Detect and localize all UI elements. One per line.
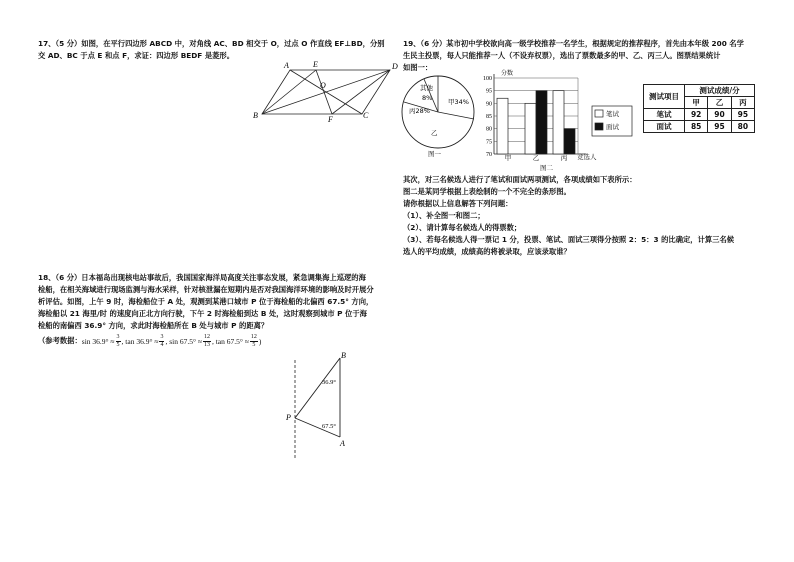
parallelogram-figure bbox=[250, 58, 400, 122]
navigation-triangle-figure bbox=[282, 350, 362, 460]
pie-label-jia: 甲34% bbox=[448, 98, 469, 106]
q19-text-line5: 图二是某同学根据上表绘制的一个不完全的条形图。 bbox=[403, 187, 571, 196]
table-cell: 95 bbox=[731, 109, 754, 121]
label-a: A bbox=[340, 439, 345, 448]
segment-pb bbox=[295, 358, 340, 418]
q19-text-line3: 如图一： bbox=[403, 63, 433, 72]
score-table bbox=[643, 84, 755, 133]
frac-tan369-den: 4 bbox=[160, 341, 164, 348]
q18-reference-data bbox=[38, 331, 261, 351]
q19-text-line2: 生民主投票，每人只能推荐一人（不设弃权票），选出了票数最多的甲、乙、丙三人。图票结果统计 bbox=[403, 51, 721, 60]
q19-text-line9: （3）、若每名候选人得一票记 1 分，投票、笔试、面试三项得分按照 2：5：3 的比确定，计算三名候 bbox=[403, 235, 735, 244]
angle-b-label: 36.9° bbox=[322, 379, 336, 386]
q18-text-line4: 海检船以 21 海里/时 的速度向正北方向行驶，下午 2 时海检船到达 B 处，这时观察到城市 P 位于海 bbox=[38, 309, 367, 318]
bar-面试-乙 bbox=[536, 91, 547, 154]
label-a: A bbox=[284, 61, 289, 70]
pie-label-bing: 丙28% bbox=[409, 107, 430, 115]
table-row bbox=[644, 121, 755, 133]
y-tick-label: 100 bbox=[483, 76, 492, 82]
q19-text-line6: 请你根据以上信息解答下列问题： bbox=[403, 199, 513, 208]
formula-tan675: , tan 67.5° ≈ bbox=[211, 336, 249, 346]
x-tick-label: 乙 bbox=[532, 154, 540, 162]
q19-text-line8: （2）、请计算每名候选人的得票数； bbox=[403, 223, 522, 232]
table-cell: 92 bbox=[685, 109, 708, 121]
y-tick-label: 80 bbox=[486, 126, 492, 133]
bar-笔试-乙 bbox=[525, 103, 536, 154]
frac-tan675-den: 5 bbox=[252, 341, 256, 348]
table-row bbox=[644, 109, 755, 121]
y-tick-label: 95 bbox=[486, 88, 492, 95]
y-tick-label: 85 bbox=[486, 114, 492, 120]
pie-label-other-pct: 8% bbox=[422, 94, 433, 102]
q17-text-line1: 17、（5 分）如图，在平行四边形 ABCD 中，对角线 AC、BD 相交于 O，过点 O 作直线 EF⊥BD，分别 bbox=[38, 39, 385, 48]
frac-sin369-num: 3 bbox=[116, 333, 120, 340]
frac-sin675-den: 13 bbox=[203, 341, 210, 348]
q18-text-line3: 析评估。如图，上午 9 时，海检船位于 A 处，观测到某港口城市 P 位于海检船的北偏西 67.5° 方向， bbox=[38, 297, 374, 306]
bar-chart-legend bbox=[592, 106, 632, 136]
legend-swatch bbox=[595, 123, 603, 130]
label-d: D bbox=[392, 62, 398, 71]
formula-sin369: sin 36.9° ≈ bbox=[81, 336, 115, 346]
y-tick-label: 70 bbox=[486, 152, 492, 158]
q18-text-line2: 检船，在相关海域进行现场监测与海水采样，针对核泄漏在短期内是否对我国海洋环境的影响及时开展分 bbox=[38, 285, 374, 294]
x-tick-label: 甲 bbox=[504, 154, 512, 162]
frac-sin369-den: 5 bbox=[116, 341, 120, 348]
bar-chart bbox=[478, 66, 638, 170]
line-ef bbox=[316, 70, 332, 114]
label-b: B bbox=[253, 111, 258, 120]
table-row-name: 面试 bbox=[644, 121, 685, 133]
formula-tan369: , tan 36.9° ≈ bbox=[121, 336, 159, 346]
frac-tan369-num: 3 bbox=[160, 333, 164, 340]
q17-text-line2: 交 AD、BC 于点 E 和点 F，求证：四边形 BEDF 是菱形。 bbox=[38, 51, 235, 60]
pie-label-other: 其他 bbox=[420, 84, 433, 92]
legend-label: 笔试 bbox=[606, 110, 619, 118]
y-tick-label: 90 bbox=[486, 101, 492, 108]
q19-text-line1: 19、（6 分）某市初中学校欲向高一级学校推荐一名学生，根据规定的推荐程序，首先由本年级 200 名学 bbox=[403, 39, 744, 48]
line-fd bbox=[332, 70, 390, 114]
frac-sin675-num: 12 bbox=[203, 333, 210, 340]
line-be bbox=[262, 70, 316, 114]
bar-chart-bars bbox=[497, 91, 575, 154]
table-cell: 90 bbox=[708, 109, 731, 121]
q18-text-line1: 18、（6 分）日本福岛出现核电站事故后，我国国家海洋局高度关注事态发展，紧急调集海上巡逻的海 bbox=[38, 273, 366, 282]
formula-close: ) bbox=[258, 336, 262, 346]
table-row-name: 笔试 bbox=[644, 109, 685, 121]
ref-label: （参考数据： bbox=[38, 336, 82, 345]
q19-text-line7: （1）、补全图一和图二； bbox=[403, 211, 485, 220]
legend-swatch bbox=[595, 110, 603, 117]
table-header-score: 测试成绩/分 bbox=[685, 85, 755, 97]
label-e: E bbox=[313, 60, 318, 69]
x-tick-label: 丙 bbox=[560, 154, 568, 162]
table-cell: 95 bbox=[708, 121, 731, 133]
label-b: B bbox=[341, 351, 346, 360]
table-col-yi: 乙 bbox=[708, 97, 731, 109]
pie-chart bbox=[398, 72, 488, 162]
bar-caption: 图二 bbox=[540, 164, 553, 172]
q18-text-line5: 检船的南偏西 36.9° 方向，求此时海检船所在 B 处与城市 P 的距离？ bbox=[38, 321, 269, 330]
bar-笔试-丙 bbox=[553, 91, 564, 154]
pie-caption: 图一 bbox=[428, 150, 441, 158]
table-cell: 80 bbox=[731, 121, 754, 133]
label-o: O bbox=[320, 81, 326, 90]
formula-sin675: , sin 67.5° ≈ bbox=[165, 336, 202, 346]
y-tick-label: 75 bbox=[486, 139, 492, 146]
table-cell: 85 bbox=[685, 121, 708, 133]
table-col-bing: 丙 bbox=[731, 97, 754, 109]
diagonal-bd bbox=[262, 70, 390, 114]
bar-xlabel: 竞选人 bbox=[577, 153, 597, 161]
q19-text-line10: 选人的平均成绩，成绩高的将被录取，应该录取谁？ bbox=[403, 247, 571, 256]
bar-ylabel: 分数 bbox=[501, 70, 514, 77]
label-p: P bbox=[286, 413, 291, 422]
q19-text-line4: 其次，对三名候选人进行了笔试和面试两项测试，各项成绩如下表所示： bbox=[403, 175, 637, 184]
table-col-jia: 甲 bbox=[685, 97, 708, 109]
label-c: C bbox=[363, 111, 369, 120]
label-f: F bbox=[328, 115, 333, 122]
pie-label-yi: 乙 bbox=[431, 129, 438, 137]
angle-a-label: 67.5° bbox=[322, 423, 336, 430]
table-header-project: 测试项目 bbox=[644, 85, 685, 109]
bar-面试-丙 bbox=[564, 129, 575, 154]
frac-tan675-num: 12 bbox=[250, 333, 257, 340]
bar-笔试-甲 bbox=[497, 98, 508, 154]
legend-label: 面试 bbox=[606, 123, 619, 131]
